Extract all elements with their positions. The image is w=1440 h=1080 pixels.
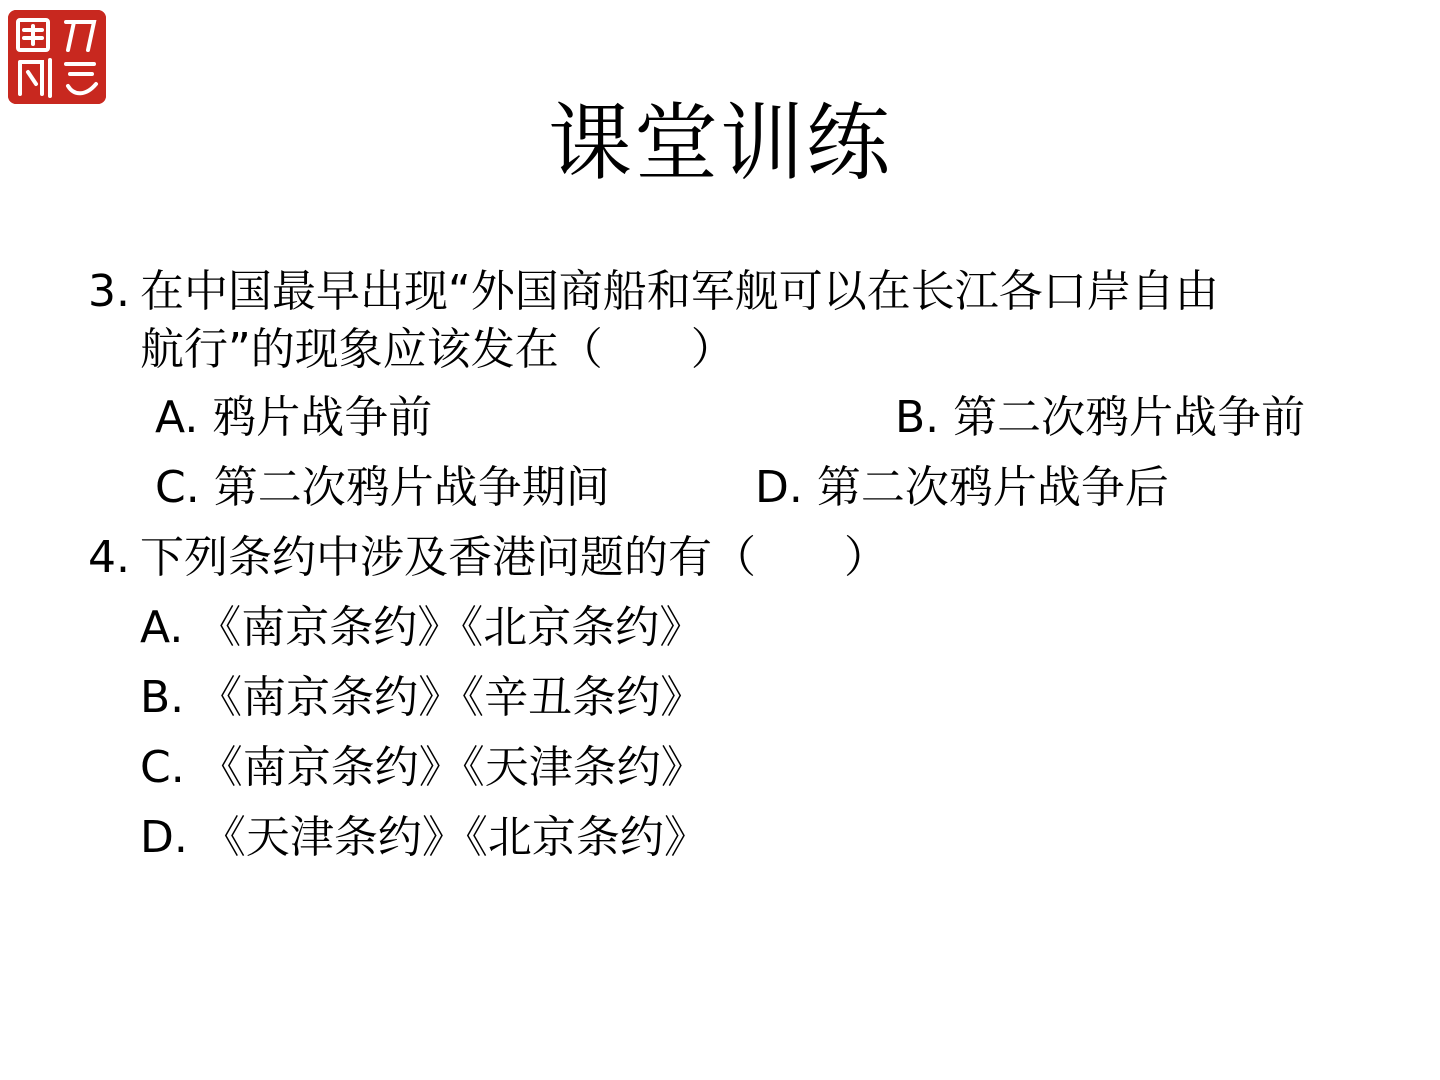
question-4-option-d: D. 《天津条约》《北京条约》 <box>140 812 708 863</box>
page-title: 课堂训练 <box>547 94 892 192</box>
question-4-stem-line1: 下列条约中涉及香港问题的有（ ） <box>140 532 888 583</box>
question-3-option-c: C. 第二次鸦片战争期间 <box>155 462 610 513</box>
question-3-number: 3. <box>88 266 130 317</box>
question-3-stem-line2: 航行”的现象应该发在（ ） <box>140 324 735 375</box>
question-3-stem-line1: 在中国最早出现“外国商船和军舰可以在长江各口岸自由 <box>140 266 1219 317</box>
question-4-number: 4. <box>88 532 130 583</box>
question-3-option-b: B. 第二次鸦片战争前 <box>895 392 1306 443</box>
question-3-option-d: D. 第二次鸦片战争后 <box>755 462 1169 513</box>
question-4-option-b: B. 《南京条约》《辛丑条约》 <box>140 672 705 723</box>
question-4-option-c: C. 《南京条约》《天津条约》 <box>140 742 705 793</box>
question-3-option-a: A. 鸦片战争前 <box>155 392 433 443</box>
question-4-option-a: A. 《南京条约》《北京条约》 <box>140 602 704 653</box>
